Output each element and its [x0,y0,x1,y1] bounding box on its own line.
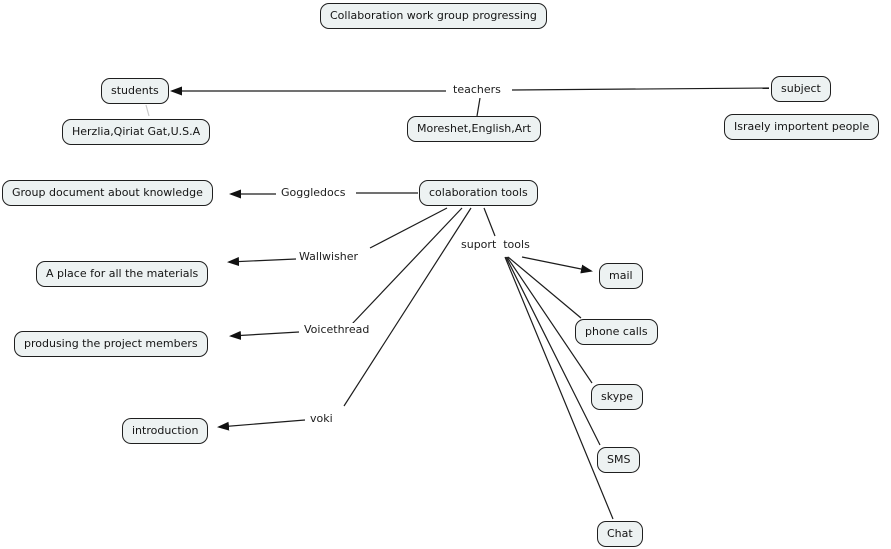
edge-voicethread-produsing [231,332,299,336]
edge-label-voicethread[interactable]: Voicethread [301,323,372,338]
node-mail[interactable]: mail [599,263,643,289]
node-chat[interactable]: Chat [597,521,643,547]
node-subject[interactable]: subject [771,76,831,102]
node-israely[interactable]: Israely importent people [724,114,879,140]
edge-teachers-subject [512,88,769,90]
edge-label-goggledocs[interactable]: Goggledocs [278,186,349,201]
edge-label-suport-tools[interactable]: suport tools [458,238,533,253]
edge-suport-sms [506,257,600,445]
node-colaboration-tools[interactable]: colaboration tools [419,180,538,206]
node-students[interactable]: students [101,78,169,104]
node-produsing[interactable]: produsing the project members [14,331,208,357]
edge-label-voki[interactable]: voki [307,412,336,427]
node-moreshet[interactable]: Moreshet,English,Art [407,116,541,142]
node-introduction[interactable]: introduction [122,418,208,444]
node-herzlia[interactable]: Herzlia,Qiriat Gat,U.S.A [62,119,210,145]
edge-wallwisher-aplace [229,259,296,262]
edge-colab-suporttools [484,208,495,236]
node-a-place[interactable]: A place for all the materials [36,261,208,287]
edge-colab-voicethread [352,208,462,324]
node-sms[interactable]: SMS [597,447,640,473]
edge-colab-wallwisher [370,208,447,248]
edge-voki-introduction [219,420,305,427]
node-skype[interactable]: skype [591,384,643,410]
edge-suport-mail [522,257,591,271]
edge-label-teachers[interactable]: teachers [450,83,504,98]
node-phone-calls[interactable]: phone calls [575,319,658,345]
edge-colab-voki [344,208,471,406]
edge-label-wallwisher[interactable]: Wallwisher [296,250,361,265]
node-title[interactable]: Collaboration work group progressing [320,3,547,29]
node-group-document[interactable]: Group document about knowledge [2,180,213,206]
edge-teachers-moreshet [477,98,480,116]
edge-students-herzlia [146,105,149,116]
